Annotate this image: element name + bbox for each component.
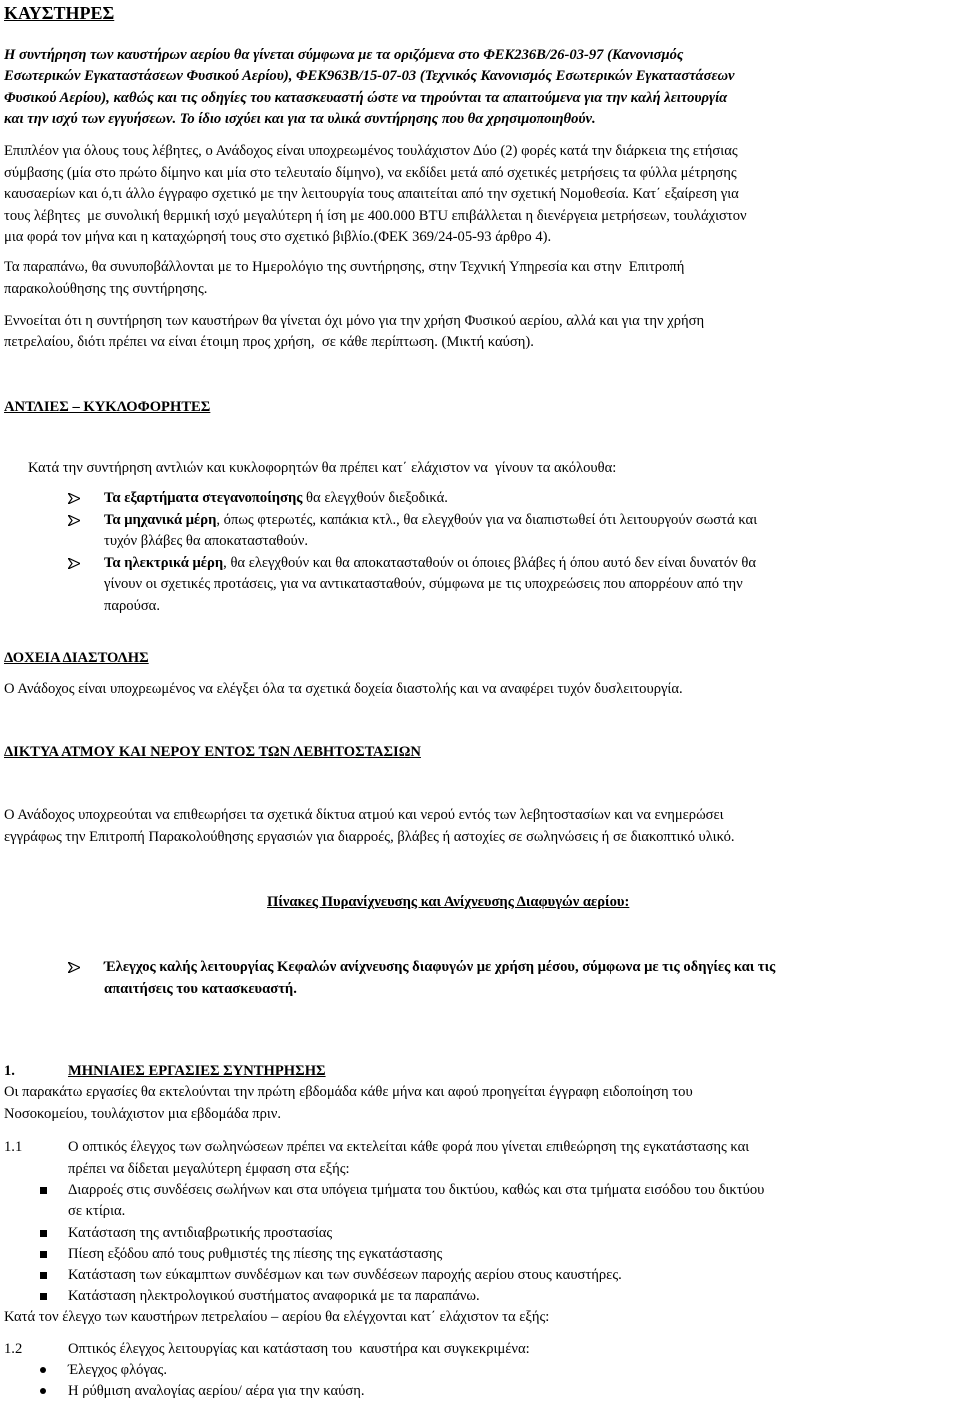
arrow-bullet-icon bbox=[68, 489, 80, 504]
square-bullet-icon bbox=[40, 1224, 47, 1237]
list-item bbox=[104, 489, 448, 508]
section-heading-networks: ΔΙΚΤΥΑ ΑΤΜΟΥ ΚΑΙ ΝΕΡΟΥ ΕΝΤΟΣ ΤΩΝ ΛΕΒΗΤΟΣΤΑΣΙΩΝ bbox=[4, 744, 421, 760]
list-item-bold: Τα ηλεκτρικά μέρη bbox=[104, 555, 224, 571]
list-item: Έλεγχος φλόγας. bbox=[68, 1362, 167, 1378]
list-item-bold: Τα μηχανικά μέρη bbox=[104, 512, 217, 528]
text-line: τους λέβητες με συνολική θερμική ισχύ μεγαλύτερη ή ίση με 400.000 BTU επιβάλλεται η διενέργεια μετρήσεων, τουλάχιστον bbox=[4, 208, 747, 224]
list-item-bold: Τα εξαρτήματα στεγανοποίησης bbox=[104, 490, 303, 506]
round-bullet-icon bbox=[40, 1382, 46, 1394]
text-line: παρακολούθησης της συντήρησης. bbox=[4, 281, 208, 297]
list-item: Η ρύθμιση αναλογίας αερίου/ αέρα για την καύση. bbox=[68, 1383, 365, 1399]
list-item-text: , θα ελεγχθούν και θα αποκατασταθούν οι όποιες βλάβες ή όπου αυτό δεν είναι δυνατόν θα bbox=[223, 555, 757, 571]
text-line: Οι παρακάτω εργασίες θα εκτελούνται την πρώτη εβδομάδα κάθε μήνα και αφού προηγείται έγγραφη ειδοποίηση του bbox=[4, 1084, 693, 1100]
list-item: Πίεση εξόδου από τους ρυθμιστές της πίεσης της εγκατάστασης bbox=[68, 1246, 443, 1262]
section-number: 1.2 bbox=[4, 1341, 23, 1357]
section-heading-tanks: ΔΟΧΕΙΑ ΔΙΑΣΤΟΛΗΣ bbox=[4, 650, 149, 666]
list-item-continuation: σε κτίρια. bbox=[68, 1203, 126, 1219]
text-line: μια φορά τον μήνα και η καταχώρησή τους στο σχετικό βιβλίο.(ΦΕΚ 369/24-05-93 άρθρο 4). bbox=[4, 229, 552, 245]
list-item bbox=[104, 554, 756, 573]
panels-item: Έλεγχος καλής λειτουργίας Κεφαλών ανίχνευσης διαφυγών με χρήση μέσου, σύμφωνα με τις οδηγίες και τις bbox=[104, 959, 776, 975]
list-item-continuation: γίνουν οι σχετικές προτάσεις, για να αντικατασταθούν, σύμφωνα με τις υποχρεώσεις που απορρέουν από την bbox=[104, 576, 743, 592]
list-item-text: θα ελεγχθούν διεξοδικά. bbox=[302, 490, 448, 506]
pumps-intro: Κατά την συντήρηση αντλιών και κυκλοφορητών θα πρέπει κατ΄ ελάχιστον να γίνουν τα ακόλουθα: bbox=[28, 460, 617, 476]
text-line: Ο οπτικός έλεγχος των σωληνώσεων πρέπει να εκτελείται κάθε φορά που γίνεται επιθεώρηση της εγκατάστασης και bbox=[68, 1139, 750, 1155]
list-item-text: , όπως φτερωτές, καπάκια κτλ., θα ελεγχθούν για να διαπιστωθεί ότι λειτουργούν σωστά και bbox=[216, 512, 758, 528]
text-line: καυσαερίων και ό,τι άλλο έγγραφο σχετικό με την λειτουργία τους απαιτείται από την σχετική Νομοθεσία. Κατ΄ εξαίρεση για bbox=[4, 186, 739, 202]
list-item-continuation: παρούσα. bbox=[104, 598, 160, 614]
square-bullet-icon bbox=[40, 1266, 47, 1279]
text-line: και την ισχύ των εγγυήσεων. Το ίδιο ισχύει και για τα υλικά συντήρησης που θα χρησιμοποιηθούν. bbox=[4, 111, 596, 127]
square-bullet-icon bbox=[40, 1245, 47, 1258]
text-line: Κατά τον έλεγχο των καυστήρων πετρελαίου – αερίου θα ελέγχονται κατ΄ ελάχιστον τα εξής: bbox=[4, 1309, 550, 1325]
page-title: ΚΑΥΣΤΗΡΕΣ bbox=[4, 3, 115, 23]
text-line: πρέπει να δίδεται μεγαλύτερη έμφαση στα εξής: bbox=[68, 1161, 350, 1177]
list-item bbox=[104, 511, 757, 530]
text-line: Η συντήρηση των καυστήρων αερίου θα γίνεται σύμφωνα με τα οριζόμενα στο ΦΕΚ236Β/26-03-97 (Κανονισμός bbox=[4, 47, 684, 63]
text-line: Επιπλέον για όλους τους λέβητες, ο Ανάδοχος είναι υποχρεωμένος τουλάχιστον Δύο (2) φορές κατά την διάρκεια της ετήσιας bbox=[4, 143, 738, 159]
list-item: Διαρροές στις συνδέσεις σωλήνων και στα υπόγεια τμήματα του δικτύου, καθώς και στα τμήματα εισόδου του δικτύου bbox=[68, 1182, 765, 1198]
list-item-continuation: τυχόν βλάβες θα αποκατασταθούν. bbox=[104, 533, 309, 549]
arrow-bullet-icon bbox=[68, 554, 80, 569]
round-bullet-icon bbox=[40, 1361, 46, 1373]
list-item: Κατάσταση ηλεκτρολογικού συστήματος αναφορικά με τα παραπάνω. bbox=[68, 1288, 480, 1304]
square-bullet-icon bbox=[40, 1287, 47, 1300]
text-line: Τα παραπάνω, θα συνυποβάλλονται με το Ημερολόγιο της συντήρησης, στην Τεχνική Υπηρεσία και στην Επιτροπή bbox=[4, 259, 685, 275]
text-line: Οπτικός έλεγχος λειτουργίας και κατάσταση του καυστήρα και συγκεκριμένα: bbox=[68, 1341, 530, 1357]
text-line: πετρελαίου, διότι πρέπει να είναι έτοιμη προς χρήση, σε κάθε περίπτωση. (Μικτή καύση). bbox=[4, 334, 534, 350]
text-line: Εννοείται ότι η συντήρηση των καυστήρων θα γίνεται όχι μόνο για την χρήση Φυσικού αερίου, αλλά και για την χρήση bbox=[4, 313, 705, 329]
monthly-title: ΜΗΝΙΑΙΕΣ ΕΡΓΑΣΙΕΣ ΣΥΝΤΗΡΗΣΗΣ bbox=[68, 1063, 326, 1079]
list-item: Κατάσταση της αντιδιαβρωτικής προστασίας bbox=[68, 1225, 333, 1241]
monthly-number: 1. bbox=[4, 1063, 15, 1079]
text-line: Ο Ανάδοχος υποχρεούται να επιθεωρήσει τα σχετικά δίκτυα ατμού και νερού εντός των λεβητοστασίων και να ενημερώσει bbox=[4, 807, 724, 823]
tanks-text: Ο Ανάδοχος είναι υποχρεωμένος να ελέγξει όλα τα σχετικά δοχεία διαστολής και να αναφέρει τυχόν δυσλειτουργία. bbox=[4, 681, 683, 697]
arrow-bullet-icon bbox=[68, 958, 80, 973]
panels-item-continuation: απαιτήσεις του κατασκευαστή. bbox=[104, 981, 297, 997]
text-line: σύμβασης (μία στο πρώτο δίμηνο και μία στο τελευταίο δίμηνο), να εκδίδει μετά από σχετικές μετρήσεις τα φύλλα μέτρησης bbox=[4, 165, 737, 181]
section-number: 1.1 bbox=[4, 1139, 23, 1155]
text-line: εγγράφως την Επιτροπή Παρακολούθησης εργασιών για διαρροές, βλάβες ή αστοχίες σε σωληνώσεις ή σε διακοπτικό υλικό. bbox=[4, 829, 735, 845]
section-heading-pumps: ΑΝΤΛΙΕΣ – ΚΥΚΛΟΦΟΡΗΤΕΣ bbox=[4, 399, 211, 415]
section-heading-panels: Πίνακες Πυρανίχνευσης και Ανίχνευσης Διαφυγών αερίου: bbox=[267, 894, 630, 910]
square-bullet-icon bbox=[40, 1181, 47, 1194]
text-line: Εσωτερικών Εγκαταστάσεων Φυσικού Αερίου), ΦΕΚ963Β/15-07-03 (Τεχνικός Κανονισμός Εσωτερικών Εγκαταστάσεων bbox=[4, 68, 735, 84]
text-line: Φυσικού Αερίου), καθώς και τις οδηγίες του κατασκευαστή ώστε να τηρούνται τα απαιτούμενα για την καλή λειτουργία bbox=[4, 90, 728, 106]
text-line: Νοσοκομείου, τουλάχιστον μια εβδομάδα πριν. bbox=[4, 1106, 282, 1122]
list-item: Κατάσταση των εύκαμπτων συνδέσμων και των συνδέσεων παροχής αερίου στους καυστήρες. bbox=[68, 1267, 622, 1283]
arrow-bullet-icon bbox=[68, 511, 80, 526]
